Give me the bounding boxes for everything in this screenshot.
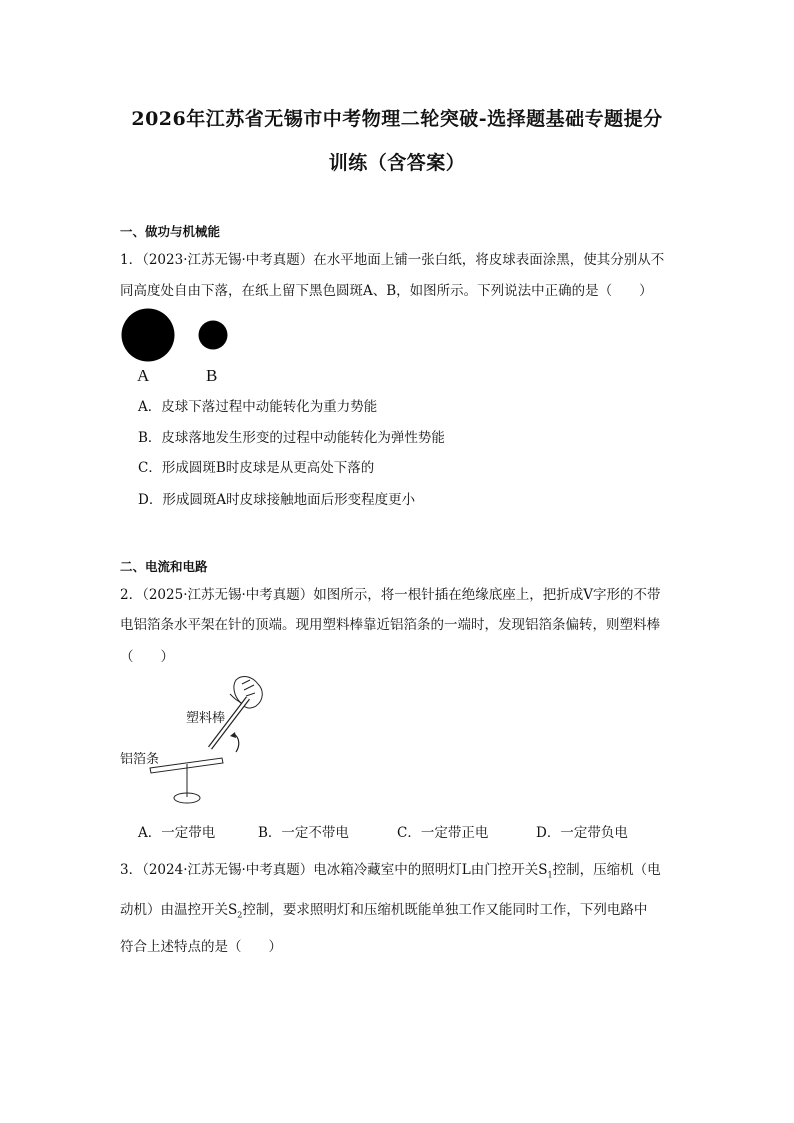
- question-2-line1: 2．（2025·江苏无锡·中考真题）如图所示，将一根针插在绝缘底座上，把折成V字形的不带: [120, 587, 661, 603]
- q1-option-c: C．形成圆斑B时皮球是从更高处下落的: [138, 460, 375, 476]
- question-1-line2: 同高度处自由下落，在纸上留下黑色圆斑A、B，如图所示。下列说法中正确的是（ ）: [120, 283, 653, 299]
- doc-title-line1: 2026年江苏省无锡市中考物理二轮突破-选择题基础专题提分: [131, 108, 663, 130]
- spot-b: [199, 321, 228, 350]
- spot-a-label: A: [137, 366, 150, 385]
- question-2-line3: （ ）: [120, 649, 174, 665]
- q1-option-b: B．皮球落地发生形变的过程中动能转化为弹性势能: [138, 430, 445, 446]
- rod-label: 塑料棒: [186, 711, 226, 726]
- q1-option-d: D．形成圆斑A时皮球接触地面后形变程度更小: [138, 492, 416, 508]
- arrow-head-icon: [230, 732, 236, 738]
- question-2-line2: 电铝箔条水平架在针的顶端。现用塑料棒靠近铝箔条的一端时，发现铝箔条偏转，则塑料棒: [120, 617, 660, 633]
- question-3-line2: 动机）由温控开关$S_2$控制，要求照明灯和压缩机既能单独工作又能同时工作，下列电路中: [120, 902, 648, 920]
- foil-label: 铝箔条: [120, 752, 160, 767]
- question-3-line1: 3．（2024·江苏无锡·中考真题）电冰箱冷藏室中的照明灯L由门控开关$S_1$控制，压缩机（电: [120, 862, 661, 880]
- question-3-line3: 符合上述特点的是（ ）: [120, 939, 282, 955]
- q1-option-a: A．皮球下落过程中动能转化为重力势能: [138, 399, 378, 415]
- spot-b-label: B: [206, 366, 218, 385]
- q2-option-c: C．一定带正电: [397, 825, 489, 841]
- spot-a: [122, 309, 175, 362]
- foil-rod-figure: [118, 672, 288, 812]
- spots-figure: [118, 306, 238, 390]
- q2-option-d: D．一定带负电: [536, 825, 628, 841]
- section-heading-circuits: 二、电流和电路: [120, 559, 208, 574]
- q2-option-b: B．一定不带电: [258, 825, 349, 841]
- section-heading-work-energy: 一、做功与机械能: [120, 224, 221, 239]
- question-1-line1: 1．（2023·江苏无锡·中考真题）在水平地面上铺一张白纸，将皮球表面涂黑，使其分别从不: [120, 252, 665, 268]
- q2-option-a: A．一定带电: [138, 825, 216, 841]
- doc-title-line2: 训练（含答案）: [328, 152, 466, 174]
